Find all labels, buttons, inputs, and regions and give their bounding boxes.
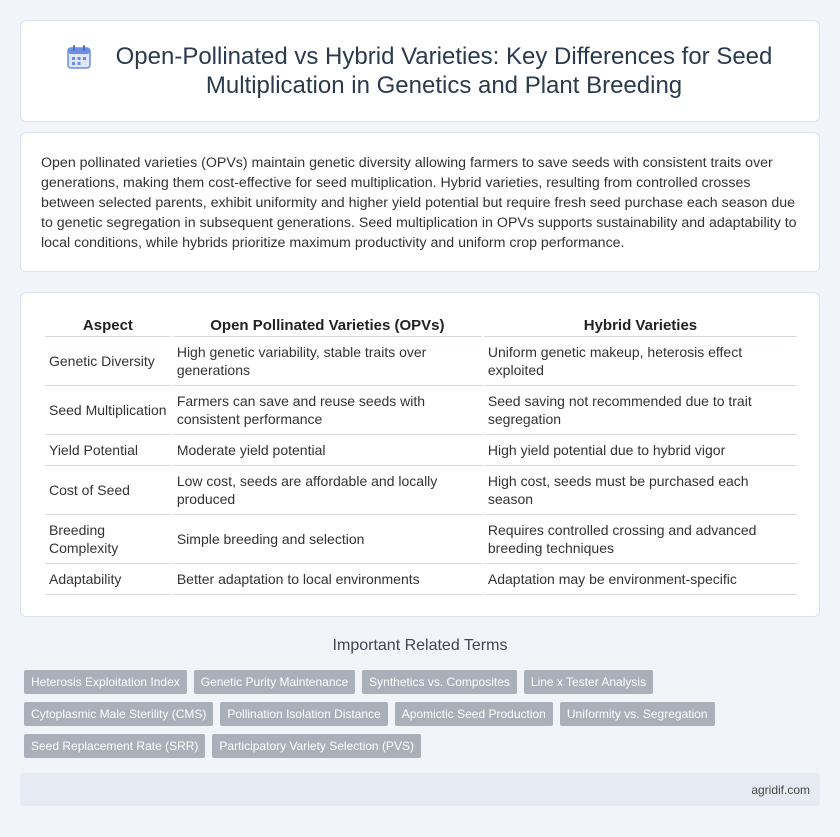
table-row — [45, 515, 797, 564]
table-row — [45, 466, 797, 515]
table-cell-hybrid: Uniform genetic makeup, heterosis effect exploited — [484, 337, 797, 386]
column-header-opv: Open Pollinated Varieties (OPVs) — [173, 313, 482, 337]
related-terms-tags — [24, 670, 824, 766]
intro-paragraph: Open pollinated varieties (OPVs) maintain genetic diversity allowing farmers to save seeds with consistent traits over generations, making them cost-effective for seed multiplication. Hybrid varieties, resulting from controlled crosses between selected parents, exhibit uniformity and higher yield potential but require fresh seed purchase each season due to genetic segregation in subsequent generations. Seed multiplication in OPVs supports sustainability and adaptability to local conditions, while hybrids prioritize maximum productivity and uniform crop performance. — [41, 155, 797, 251]
footer — [20, 773, 820, 806]
table-row — [45, 564, 797, 595]
tag-row — [24, 670, 824, 694]
table-cell-hybrid: Requires controlled crossing and advanced breeding techniques — [484, 515, 797, 564]
title-wrap — [66, 42, 774, 100]
table-row — [45, 386, 797, 435]
table-cell-hybrid: Seed saving not recommended due to trait segregation — [484, 386, 797, 435]
term-tag[interactable]: Seed Replacement Rate (SRR) — [24, 734, 205, 758]
term-tag[interactable]: Apomictic Seed Production — [395, 702, 553, 726]
table-cell-opv: Simple breeding and selection — [173, 515, 482, 564]
table-cell-aspect: Breeding Complexity — [45, 515, 171, 564]
table-cell-hybrid: Adaptation may be environment-specific — [484, 564, 797, 595]
term-tag[interactable]: Line x Tester Analysis — [524, 670, 653, 694]
term-tag[interactable]: Uniformity vs. Segregation — [560, 702, 715, 726]
table-cell-opv: Low cost, seeds are affordable and locally produced — [173, 466, 482, 515]
tag-row — [24, 734, 824, 758]
comparison-table — [43, 313, 799, 595]
table-cell-aspect: Genetic Diversity — [45, 337, 171, 386]
tag-row — [24, 702, 824, 726]
site-link[interactable]: agridif.com — [751, 783, 810, 797]
table-cell-aspect: Adaptability — [45, 564, 171, 595]
table-cell-opv: Better adaptation to local environments — [173, 564, 482, 595]
term-tag[interactable]: Cytoplasmic Male Sterility (CMS) — [24, 702, 213, 726]
table-cell-aspect: Seed Multiplication — [45, 386, 171, 435]
table-cell-aspect: Yield Potential — [45, 435, 171, 466]
related-terms-heading: Important Related Terms — [332, 637, 508, 654]
table-cell-hybrid: High yield potential due to hybrid vigor — [484, 435, 797, 466]
table-row — [45, 337, 797, 386]
term-tag[interactable]: Participatory Variety Selection (PVS) — [212, 734, 421, 758]
term-tag[interactable]: Pollination Isolation Distance — [220, 702, 387, 726]
table-cell-hybrid: High cost, seeds must be purchased each season — [484, 466, 797, 515]
column-header-aspect: Aspect — [45, 313, 171, 337]
term-tag[interactable]: Synthetics vs. Composites — [362, 670, 517, 694]
term-tag[interactable]: Genetic Purity Maintenance — [194, 670, 355, 694]
table-cell-opv: High genetic variability, stable traits over generations — [173, 337, 482, 386]
table-cell-opv: Moderate yield potential — [173, 435, 482, 466]
title-card — [20, 20, 820, 122]
intro-card — [20, 132, 820, 272]
table-cell-aspect: Cost of Seed — [45, 466, 171, 515]
table-cell-opv: Farmers can save and reuse seeds with consistent performance — [173, 386, 482, 435]
calendar-icon — [66, 44, 92, 70]
page-title: Open-Pollinated vs Hybrid Varieties: Key Differences for Seed Multiplication in Genetics and Plant Breeding — [115, 43, 773, 99]
column-header-hybrid: Hybrid Varieties — [484, 313, 797, 337]
comparison-table-card — [20, 292, 820, 617]
table-header-row — [45, 313, 797, 337]
term-tag[interactable]: Heterosis Exploitation Index — [24, 670, 187, 694]
table-row — [45, 435, 797, 466]
